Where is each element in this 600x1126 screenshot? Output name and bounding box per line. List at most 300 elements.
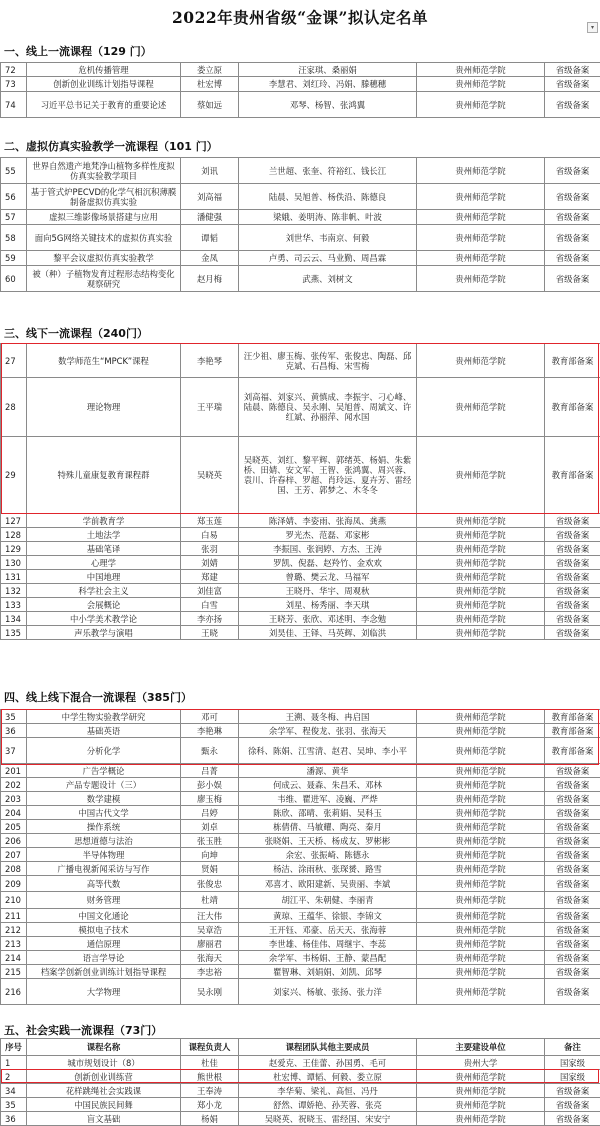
cell-institution: 贵州师范学院 xyxy=(417,876,545,892)
section-heading: 五、社会实践一流课程（73门） xyxy=(4,1024,163,1037)
section-4-header xyxy=(0,683,600,709)
cell-index: 130 xyxy=(1,556,27,570)
cell-lead: 汪大伟 xyxy=(181,909,239,923)
cell-note: 教育部备案 xyxy=(545,344,600,378)
cell-team-members: 汪家琪、桑丽娟 xyxy=(239,63,417,77)
table-row xyxy=(1,92,600,118)
cell-team-members: 余学军、程俊龙、张羽、张海天 xyxy=(239,724,417,738)
cell-index: 132 xyxy=(1,584,27,598)
cell-institution: 贵州师范学院 xyxy=(417,378,545,437)
cell-team-members: 李慧君、刘红玲、冯娟、滕穗穗 xyxy=(239,77,417,92)
cell-team-members: 卢勇、司云云、马业勤、周昌霖 xyxy=(239,251,417,266)
cell-note: 省级备案 xyxy=(545,862,600,876)
cell-course-name: 中国民族民间舞 xyxy=(27,1098,181,1112)
table-row xyxy=(1,584,600,598)
cell-index: 2 xyxy=(1,1070,27,1084)
cell-institution: 贵州师范学院 xyxy=(417,806,545,820)
cell-course-name: 财务管理 xyxy=(27,892,181,909)
cell-index: 59 xyxy=(1,251,27,266)
cell-index: 128 xyxy=(1,528,27,542)
cell-index: 202 xyxy=(1,778,27,792)
cell-institution: 贵州师范学院 xyxy=(417,820,545,834)
cell-institution: 贵州师范学院 xyxy=(417,923,545,937)
cell-index: 214 xyxy=(1,951,27,965)
cell-team-members: 邓喜才、欧阳建新、吴贵丽、李斌 xyxy=(239,876,417,892)
cell-lead: 贤娟 xyxy=(181,862,239,876)
cell-course-name: 特殊儿童康复教育课程群 xyxy=(27,437,181,514)
cell-lead: 杨娟 xyxy=(181,1112,239,1126)
cell-lead: 郑小龙 xyxy=(181,1098,239,1112)
cell-course-name: 城市规划设计（8） xyxy=(27,1056,181,1070)
cell-index: 212 xyxy=(1,923,27,937)
cell-course-name: 创新创业训练计划指导课程 xyxy=(27,77,181,92)
cell-team-members: 陈欣、邵晴、张莉娟、吴科玉 xyxy=(239,806,417,820)
cell-index: 131 xyxy=(1,570,27,584)
section-heading: 一、线上一流课程（129 门） xyxy=(4,45,152,58)
cell-course-name: 基础笔译 xyxy=(27,542,181,556)
cell-course-name: 面向5G网络关键技术的虚拟仿真实验 xyxy=(27,225,181,251)
column-header: 课程负责人 xyxy=(181,1039,239,1056)
cell-note: 国家级 xyxy=(545,1056,600,1070)
table-row xyxy=(1,184,600,210)
cell-lead: 张羽 xyxy=(181,542,239,556)
column-header: 主要建设单位 xyxy=(417,1039,545,1056)
cell-note: 省级备案 xyxy=(545,965,600,979)
cell-team-members: 黄琼、王蕴华、徐银、李锦文 xyxy=(239,909,417,923)
cell-lead: 白易 xyxy=(181,528,239,542)
highlight-box-section-3 xyxy=(1,343,599,514)
cell-index: 129 xyxy=(1,542,27,556)
cell-team-members: 杜宏博、谭韬、何毅、娄立原 xyxy=(239,1070,417,1084)
cell-institution: 贵州师范学院 xyxy=(417,724,545,738)
cell-team-members: 罗凯、倪磊、赵羚竹、金欢欢 xyxy=(239,556,417,570)
cell-team-members: 曾璐、樊云龙、马福军 xyxy=(239,570,417,584)
cell-institution: 贵州师范学院 xyxy=(417,344,545,378)
cell-team-members: 刘星、杨秀丽、李天琪 xyxy=(239,598,417,612)
table-row xyxy=(1,77,600,92)
cell-index: 206 xyxy=(1,834,27,848)
cell-note: 省级备案 xyxy=(545,92,600,118)
cell-team-members: 王晓丹、华宇、周观秋 xyxy=(239,584,417,598)
cell-institution: 贵州师范学院 xyxy=(417,598,545,612)
cell-note: 省级备案 xyxy=(545,251,600,266)
cell-team-members: 陈泽婧、李姿雨、张海凤、龚燕 xyxy=(239,514,417,528)
cell-lead: 吴晓英 xyxy=(181,437,239,514)
table-row xyxy=(1,528,600,542)
cell-index: 203 xyxy=(1,792,27,806)
cell-institution: 贵州师范学院 xyxy=(417,862,545,876)
cell-institution: 贵州师范学院 xyxy=(417,1070,545,1084)
table-row xyxy=(1,63,600,77)
cell-lead: 张俊忠 xyxy=(181,876,239,892)
table-row xyxy=(1,820,600,834)
highlight-box-section-4 xyxy=(1,709,599,765)
cell-institution: 贵州师范学院 xyxy=(417,542,545,556)
table-row xyxy=(1,834,600,848)
cell-index: 215 xyxy=(1,965,27,979)
cell-index: 207 xyxy=(1,848,27,862)
cell-note: 省级备案 xyxy=(545,514,600,528)
cell-lead: 张玉胜 xyxy=(181,834,239,848)
cell-lead: 郑建 xyxy=(181,570,239,584)
cell-course-name: 数学建模 xyxy=(27,792,181,806)
table-row xyxy=(1,764,600,778)
cell-course-name: 被（种）子植物发育过程形态结构变化观察研究 xyxy=(27,266,181,292)
cell-note: 省级备案 xyxy=(545,612,600,626)
cell-note: 省级备案 xyxy=(545,1098,600,1112)
cell-team-members: 兰世超、张奎、符裕红、钱长江 xyxy=(239,158,417,184)
cell-course-name: 虚拟三维影像场景搭建与应用 xyxy=(27,210,181,225)
cell-team-members: 潘源、黄华 xyxy=(239,764,417,778)
cell-lead: 彭小娱 xyxy=(181,778,239,792)
cell-course-name: 土地法学 xyxy=(27,528,181,542)
cell-index: 135 xyxy=(1,626,27,640)
cell-team-members: 刘世华、韦南京、何毅 xyxy=(239,225,417,251)
cell-institution: 贵州师范学院 xyxy=(417,848,545,862)
cell-lead: 邓可 xyxy=(181,710,239,724)
cell-lead: 刘讯 xyxy=(181,158,239,184)
table-row xyxy=(1,965,600,979)
cell-institution: 贵州师范学院 xyxy=(417,63,545,77)
cell-note: 省级备案 xyxy=(545,778,600,792)
cell-lead: 吴章浩 xyxy=(181,923,239,937)
cell-team-members: 刘高福、刘家兴、黄慎成、李振宇、刁心峰、陆晨、陈德良、吴永刚、吴旭普、周斌文、许红斌、孙丽萍、闻水国 xyxy=(239,378,417,437)
column-header: 课程名称 xyxy=(27,1039,181,1056)
cell-note: 省级备案 xyxy=(545,937,600,951)
cell-index: 72 xyxy=(1,63,27,77)
table-header-row xyxy=(1,1039,600,1056)
cell-team-members: 胡江平、朱朝健、李丽青 xyxy=(239,892,417,909)
section-heading: 三、线下一流课程（240门） xyxy=(4,327,148,340)
cell-course-name: 习近平总书记关于教育的重要论述 xyxy=(27,92,181,118)
cell-index: 127 xyxy=(1,514,27,528)
cell-note: 省级备案 xyxy=(545,626,600,640)
cell-team-members: 何成云、聂森、朱昌禾、邓林 xyxy=(239,778,417,792)
cell-note: 省级备案 xyxy=(545,542,600,556)
table-row xyxy=(1,626,600,640)
cell-team-members: 武燕、刘树文 xyxy=(239,266,417,292)
cell-institution: 贵州师范学院 xyxy=(417,1112,545,1126)
cell-index: 36 xyxy=(1,724,27,738)
cell-course-name: 中学生物实验教学研究 xyxy=(27,710,181,724)
cell-lead: 谭韬 xyxy=(181,225,239,251)
cell-note: 省级备案 xyxy=(545,834,600,848)
cell-lead: 廖玉梅 xyxy=(181,792,239,806)
cell-team-members: 陆晨、吴旭普、杨佚沿、陈德良 xyxy=(239,184,417,210)
cell-team-members: 赵爱克、王佳蕾、孙国勇、毛可 xyxy=(239,1056,417,1070)
cell-note: 省级备案 xyxy=(545,806,600,820)
filter-dropdown-icon[interactable]: ▾ xyxy=(587,22,598,33)
cell-lead: 吕婷 xyxy=(181,806,239,820)
cell-course-name: 会展概论 xyxy=(27,598,181,612)
cell-index: 34 xyxy=(1,1084,27,1098)
cell-course-name: 广告学概论 xyxy=(27,764,181,778)
cell-lead: 白雪 xyxy=(181,598,239,612)
table-row xyxy=(1,909,600,923)
table-row xyxy=(1,892,600,909)
cell-institution: 贵州师范学院 xyxy=(417,1098,545,1112)
cell-course-name: 产品专题设计（三） xyxy=(27,778,181,792)
cell-institution: 贵州师范学院 xyxy=(417,1084,545,1098)
cell-institution: 贵州师范学院 xyxy=(417,612,545,626)
table-row xyxy=(1,937,600,951)
cell-index: 213 xyxy=(1,937,27,951)
cell-institution: 贵州师范学院 xyxy=(417,778,545,792)
cell-institution: 贵州师范学院 xyxy=(417,937,545,951)
cell-course-name: 高等代数 xyxy=(27,876,181,892)
cell-note: 教育部备案 xyxy=(545,738,600,764)
cell-team-members: 王溯、聂冬梅、冉启国 xyxy=(239,710,417,724)
section-heading: 二、虚拟仿真实验教学一流课程（101 门） xyxy=(4,140,218,153)
table-row xyxy=(1,225,600,251)
cell-lead: 赵月梅 xyxy=(181,266,239,292)
cell-team-members: 吴晓英、刘红、黎平辉、郭绪英、杨娟、朱紫桥、田婧、安文军、王智、张鸿翼、周兴蓉、袁川、许春梓、罗超、肖玲远、夏卉芳、雷经国、王芳、郭梦之、木冬冬 xyxy=(239,437,417,514)
cell-team-members: 杨洁、涂雨秋、张琛赟、路雪 xyxy=(239,862,417,876)
cell-index: 216 xyxy=(1,979,27,1005)
cell-index: 29 xyxy=(1,437,27,514)
cell-course-name: 半导体物理 xyxy=(27,848,181,862)
cell-institution: 贵州师范学院 xyxy=(417,251,545,266)
cell-course-name: 大学物理 xyxy=(27,979,181,1005)
cell-course-name: 思想道德与法治 xyxy=(27,834,181,848)
table-row xyxy=(1,158,600,184)
document-title xyxy=(0,0,600,35)
cell-institution: 贵州师范学院 xyxy=(417,710,545,724)
cell-index: 37 xyxy=(1,738,27,764)
cell-course-name: 数学师范生“MPCK”课程 xyxy=(27,344,181,378)
section-5-header xyxy=(0,1014,600,1040)
cell-index: 36 xyxy=(1,1112,27,1126)
table-row xyxy=(1,806,600,820)
cell-lead: 潘健强 xyxy=(181,210,239,225)
cell-course-name: 盲文基础 xyxy=(27,1112,181,1126)
section-1-table xyxy=(0,62,600,118)
cell-institution: 贵州师范学院 xyxy=(417,556,545,570)
table-row xyxy=(1,598,600,612)
cell-lead: 王平瑞 xyxy=(181,378,239,437)
table-row xyxy=(1,923,600,937)
cell-team-members: 李华菊、梁礼、高恒、冯丹 xyxy=(239,1084,417,1098)
section-3-header xyxy=(0,317,600,343)
cell-note: 教育部备案 xyxy=(545,378,600,437)
cell-institution: 贵州师范学院 xyxy=(417,225,545,251)
table-row xyxy=(1,1112,600,1126)
table-row xyxy=(1,1084,600,1098)
table-row xyxy=(1,951,600,965)
cell-team-members: 吴晓英、祝晓玉、雷经国、宋安宁 xyxy=(239,1112,417,1126)
cell-lead: 刘卓 xyxy=(181,820,239,834)
cell-institution: 贵州师范学院 xyxy=(417,626,545,640)
cell-note: 省级备案 xyxy=(545,951,600,965)
cell-lead: 李忠裕 xyxy=(181,965,239,979)
cell-institution: 贵州师范学院 xyxy=(417,184,545,210)
cell-institution: 贵州师范学院 xyxy=(417,528,545,542)
cell-course-name: 学前教育学 xyxy=(27,514,181,528)
cell-course-name: 档案学创新创业训练计划指导课程 xyxy=(27,965,181,979)
cell-note: 省级备案 xyxy=(545,266,600,292)
cell-note: 教育部备案 xyxy=(545,710,600,724)
cell-team-members: 张晓娟、王天桥、杨成友、罗彬彬 xyxy=(239,834,417,848)
cell-lead: 王晓 xyxy=(181,626,239,640)
cell-institution: 贵州师范学院 xyxy=(417,909,545,923)
column-header: 课程团队其他主要成员 xyxy=(239,1039,417,1056)
cell-index: 133 xyxy=(1,598,27,612)
cell-lead: 张海天 xyxy=(181,951,239,965)
table-row xyxy=(1,251,600,266)
table-row xyxy=(1,848,600,862)
cell-lead: 廖丽君 xyxy=(181,937,239,951)
cell-index: 201 xyxy=(1,764,27,778)
cell-course-name: 创新创业训练营 xyxy=(27,1070,181,1084)
cell-note: 国家级 xyxy=(545,1070,600,1084)
cell-lead: 王奉涛 xyxy=(181,1084,239,1098)
cell-index: 208 xyxy=(1,862,27,876)
cell-team-members: 栋倩倩、马敏耀、陶亮、秦月 xyxy=(239,820,417,834)
cell-index: 209 xyxy=(1,876,27,892)
cell-note: 省级备案 xyxy=(545,210,600,225)
cell-lead: 向坤 xyxy=(181,848,239,862)
cell-team-members: 邓琴、杨智、张鸿翼 xyxy=(239,92,417,118)
cell-lead: 吕菁 xyxy=(181,764,239,778)
cell-institution: 贵州大学 xyxy=(417,1056,545,1070)
cell-institution: 贵州师范学院 xyxy=(417,210,545,225)
cell-note: 省级备案 xyxy=(545,584,600,598)
cell-note: 省级备案 xyxy=(545,184,600,210)
cell-institution: 贵州师范学院 xyxy=(417,514,545,528)
cell-note: 省级备案 xyxy=(545,979,600,1005)
cell-institution: 贵州师范学院 xyxy=(417,92,545,118)
cell-course-name: 危机传播管理 xyxy=(27,63,181,77)
cell-lead: 熊世根 xyxy=(181,1070,239,1084)
cell-lead: 娄立原 xyxy=(181,63,239,77)
cell-institution: 贵州师范学院 xyxy=(417,764,545,778)
cell-team-members: 王晓芳、张欣、邓述明、李念勉 xyxy=(239,612,417,626)
cell-note: 省级备案 xyxy=(545,923,600,937)
cell-team-members: 余学军、韦杨娟、王静、蒙昌配 xyxy=(239,951,417,965)
cell-note: 省级备案 xyxy=(545,876,600,892)
cell-course-name: 世界自然遗产地梵净山植物多样性度拟仿真实验教学项目 xyxy=(27,158,181,184)
cell-lead: 杜宏博 xyxy=(181,77,239,92)
cell-team-members: 王开钰、邓豪、岳天天、张海蓉 xyxy=(239,923,417,937)
column-header: 备注 xyxy=(545,1039,600,1056)
table-row xyxy=(1,792,600,806)
cell-institution: 贵州师范学院 xyxy=(417,892,545,909)
cell-team-members: 徐科、陈娟、江雪清、赵君、吴坤、李小平 xyxy=(239,738,417,764)
table-row xyxy=(1,876,600,892)
cell-index: 35 xyxy=(1,710,27,724)
cell-note: 省级备案 xyxy=(545,63,600,77)
cell-course-name: 理论物理 xyxy=(27,378,181,437)
cell-note: 省级备案 xyxy=(545,556,600,570)
cell-index: 204 xyxy=(1,806,27,820)
cell-index: 134 xyxy=(1,612,27,626)
cell-lead: 李艳琴 xyxy=(181,344,239,378)
cell-course-name: 分析化学 xyxy=(27,738,181,764)
cell-lead: 李亦扬 xyxy=(181,612,239,626)
section-2-header xyxy=(0,129,600,157)
cell-index: 205 xyxy=(1,820,27,834)
cell-institution: 贵州师范学院 xyxy=(417,965,545,979)
cell-lead: 郑玉莲 xyxy=(181,514,239,528)
cell-team-members: 李振国、张润婷、方杰、王涛 xyxy=(239,542,417,556)
cell-index: 28 xyxy=(1,378,27,437)
cell-institution: 贵州师范学院 xyxy=(417,979,545,1005)
cell-lead: 杜靖 xyxy=(181,892,239,909)
cell-institution: 贵州师范学院 xyxy=(417,570,545,584)
cell-note: 省级备案 xyxy=(545,77,600,92)
cell-lead: 刘高福 xyxy=(181,184,239,210)
cell-team-members: 李世雄、杨佳伟、周继宇、李蕊 xyxy=(239,937,417,951)
cell-note: 省级备案 xyxy=(545,848,600,862)
cell-note: 省级备案 xyxy=(545,792,600,806)
table-row xyxy=(1,778,600,792)
cell-note: 教育部备案 xyxy=(545,724,600,738)
cell-note: 省级备案 xyxy=(545,158,600,184)
cell-institution: 贵州师范学院 xyxy=(417,266,545,292)
table-row xyxy=(1,979,600,1005)
cell-institution: 贵州师范学院 xyxy=(417,834,545,848)
table-row xyxy=(1,266,600,292)
cell-course-name: 科学社会主义 xyxy=(27,584,181,598)
cell-note: 省级备案 xyxy=(545,892,600,909)
cell-institution: 贵州师范学院 xyxy=(417,437,545,514)
cell-institution: 贵州师范学院 xyxy=(417,792,545,806)
cell-note: 省级备案 xyxy=(545,764,600,778)
cell-team-members: 舒然、谭娇艳、孙芙蓉、张亮 xyxy=(239,1098,417,1112)
table-row xyxy=(1,210,600,225)
table-row xyxy=(1,1056,600,1070)
cell-index: 57 xyxy=(1,210,27,225)
cell-index: 211 xyxy=(1,909,27,923)
cell-note: 省级备案 xyxy=(545,225,600,251)
cell-course-name: 通信原理 xyxy=(27,937,181,951)
cell-index: 60 xyxy=(1,266,27,292)
cell-team-members: 韦维、瞿进军、凌巍、严烨 xyxy=(239,792,417,806)
cell-lead: 刘婧 xyxy=(181,556,239,570)
cell-course-name: 中国地理 xyxy=(27,570,181,584)
section-1-header xyxy=(0,34,600,60)
cell-course-name: 操作系统 xyxy=(27,820,181,834)
cell-note: 省级备案 xyxy=(545,1084,600,1098)
cell-course-name: 声乐教学与演唱 xyxy=(27,626,181,640)
cell-institution: 贵州师范学院 xyxy=(417,738,545,764)
cell-lead: 甄永 xyxy=(181,738,239,764)
table-row xyxy=(1,514,600,528)
cell-note: 省级备案 xyxy=(545,1112,600,1126)
cell-team-members: 罗光杰、范磊、邓家彬 xyxy=(239,528,417,542)
table-row xyxy=(1,1098,600,1112)
cell-institution: 贵州师范学院 xyxy=(417,951,545,965)
cell-course-name: 广播电视新闻采访与写作 xyxy=(27,862,181,876)
cell-team-members: 瞿智琳、刘娟娟、刘凯、邱琴 xyxy=(239,965,417,979)
cell-institution: 贵州师范学院 xyxy=(417,158,545,184)
cell-lead: 刘佳富 xyxy=(181,584,239,598)
cell-index: 55 xyxy=(1,158,27,184)
table-row xyxy=(1,570,600,584)
section-heading: 四、线上线下混合一流课程（385门） xyxy=(4,691,192,704)
cell-index: 73 xyxy=(1,77,27,92)
section-2-table xyxy=(0,157,600,292)
cell-course-name: 花样跳绳社会实践课 xyxy=(27,1084,181,1098)
cell-team-members: 刘昊佳、王铎、马英辉、刘临洪 xyxy=(239,626,417,640)
cell-note: 省级备案 xyxy=(545,598,600,612)
cell-note: 省级备案 xyxy=(545,820,600,834)
cell-institution: 贵州师范学院 xyxy=(417,77,545,92)
cell-note: 省级备案 xyxy=(545,570,600,584)
cell-index: 1 xyxy=(1,1056,27,1070)
cell-index: 58 xyxy=(1,225,27,251)
cell-team-members: 梁娥、姜明涛、陈非帆、叶波 xyxy=(239,210,417,225)
